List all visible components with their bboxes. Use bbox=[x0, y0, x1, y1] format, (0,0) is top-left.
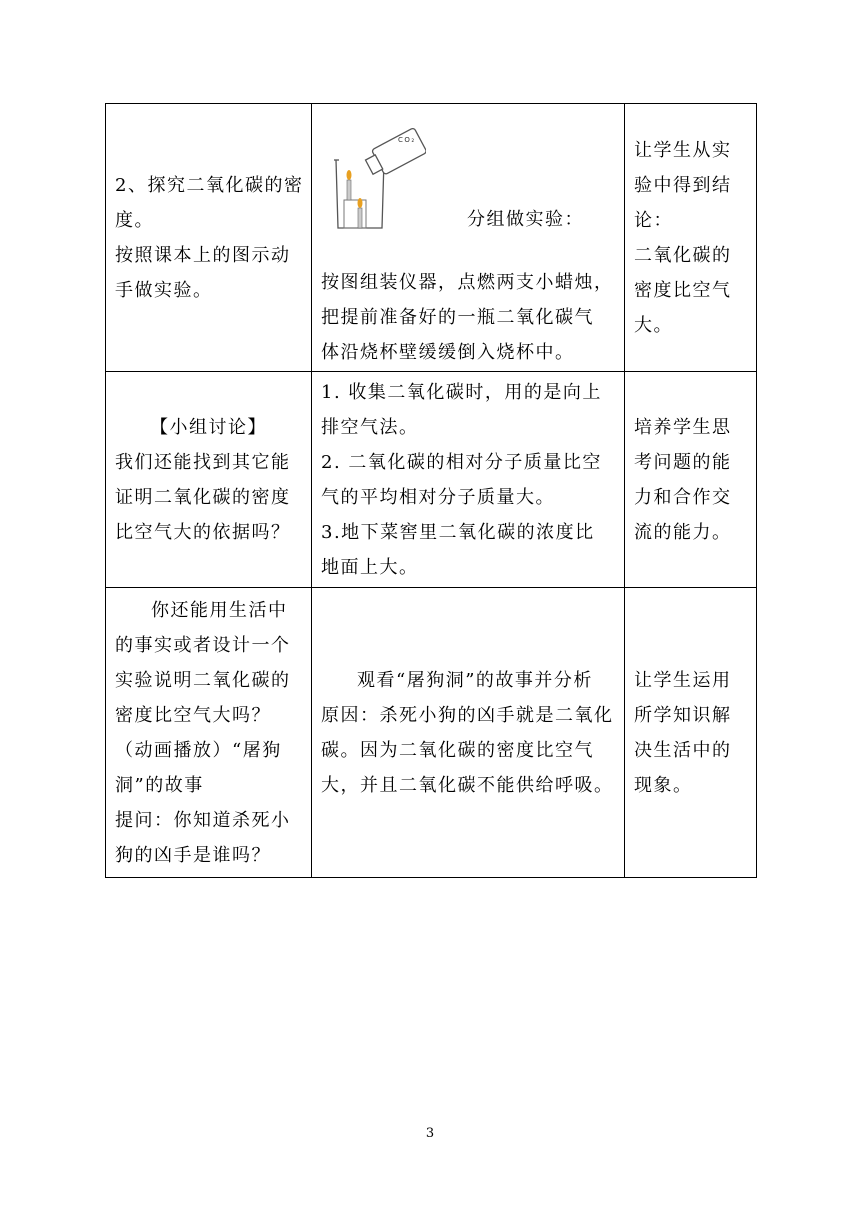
text-line: 验中得到结 bbox=[634, 174, 732, 196]
student-activity-cell bbox=[312, 104, 625, 372]
teacher-activity-cell bbox=[106, 588, 312, 878]
text-line: 手做实验。 bbox=[115, 279, 213, 301]
text-line: 我们还能找到其它能 bbox=[115, 451, 291, 473]
text-line: 地面上大。 bbox=[321, 556, 419, 578]
text-line: 观看“屠狗洞”的故事并分析 bbox=[357, 669, 593, 691]
text-line: 密度比空气 bbox=[634, 279, 732, 301]
text-line: 证明二氧化碳的密度 bbox=[115, 486, 291, 508]
text-line: 原因：杀死小狗的凶手就是二氧化 bbox=[321, 704, 614, 726]
teacher-activity-cell bbox=[106, 372, 312, 588]
text-line: 培养学生思 bbox=[634, 416, 732, 438]
text-line: 1. 收集二氧化碳时，用的是向上 bbox=[321, 381, 602, 403]
text-line: 密度比空气大吗？ bbox=[115, 704, 271, 726]
design-intent-cell bbox=[625, 104, 757, 372]
text-line: 决生活中的 bbox=[634, 739, 732, 761]
text-line: 力和合作交 bbox=[634, 486, 732, 508]
group-discussion-heading: 【小组讨论】 bbox=[150, 416, 267, 438]
text-line: 排空气法。 bbox=[321, 416, 419, 438]
text-line: 考问题的能 bbox=[634, 451, 732, 473]
text-line: 论： bbox=[634, 209, 673, 231]
text-line: 提问：你知道杀死小 bbox=[115, 809, 291, 831]
text-line: 体沿烧杯壁缓缓倒入烧杯中。 bbox=[321, 342, 575, 363]
text-line: 流的能力。 bbox=[634, 521, 732, 543]
text-line: 狗的凶手是谁吗？ bbox=[115, 844, 271, 866]
student-activity-cell bbox=[312, 372, 625, 588]
text-line: 大，并且二氧化碳不能供给呼吸。 bbox=[321, 774, 614, 796]
text-line: 3.地下菜窖里二氧化碳的浓度比 bbox=[321, 521, 595, 543]
text-line: 洞”的故事 bbox=[115, 774, 204, 796]
text-line: 2、探究二氧化碳的密 bbox=[115, 174, 304, 196]
design-intent-cell bbox=[625, 588, 757, 878]
table-row bbox=[106, 372, 757, 588]
page-number: 3 bbox=[425, 1126, 435, 1141]
text-line: （动画播放）“屠狗 bbox=[115, 739, 282, 761]
table-row bbox=[106, 588, 757, 878]
text-line: 让学生从实 bbox=[634, 139, 732, 161]
text-line: 按图组装仪器，点燃两支小蜡烛， bbox=[321, 272, 614, 293]
text-line: 让学生运用 bbox=[634, 669, 732, 691]
text-line: 碳。因为二氧化碳的密度比空气 bbox=[321, 739, 594, 761]
group-experiment-label: 分组做实验： bbox=[467, 209, 584, 230]
co2-label: CO₂ bbox=[398, 136, 416, 144]
text-line: 现象。 bbox=[634, 774, 693, 796]
text-line: 大。 bbox=[634, 314, 673, 336]
teacher-activity-cell bbox=[106, 104, 312, 372]
text-line: 度。 bbox=[115, 209, 154, 231]
text-line: 气的平均相对分子质量大。 bbox=[321, 486, 555, 508]
procedure-text bbox=[321, 265, 614, 370]
lesson-plan-table bbox=[105, 103, 757, 878]
text-line: 比空气大的依据吗？ bbox=[115, 521, 291, 543]
table-row bbox=[106, 104, 757, 372]
text-line: 二氧化碳的 bbox=[634, 244, 732, 266]
design-intent-cell bbox=[625, 372, 757, 588]
text-line: 按照课本上的图示动 bbox=[115, 244, 291, 266]
text-line: 2. 二氧化碳的相对分子质量比空 bbox=[321, 451, 602, 473]
text-line: 把提前准备好的一瓶二氧化碳气 bbox=[321, 307, 594, 328]
text-line: 实验说明二氧化碳的 bbox=[115, 669, 291, 691]
text-line: 所学知识解 bbox=[634, 704, 732, 726]
text-line: 你还能用生活中 bbox=[151, 599, 288, 621]
co2-pouring-diagram bbox=[326, 118, 426, 238]
student-activity-cell bbox=[312, 588, 625, 878]
text-line: 的事实或者设计一个 bbox=[115, 634, 291, 656]
